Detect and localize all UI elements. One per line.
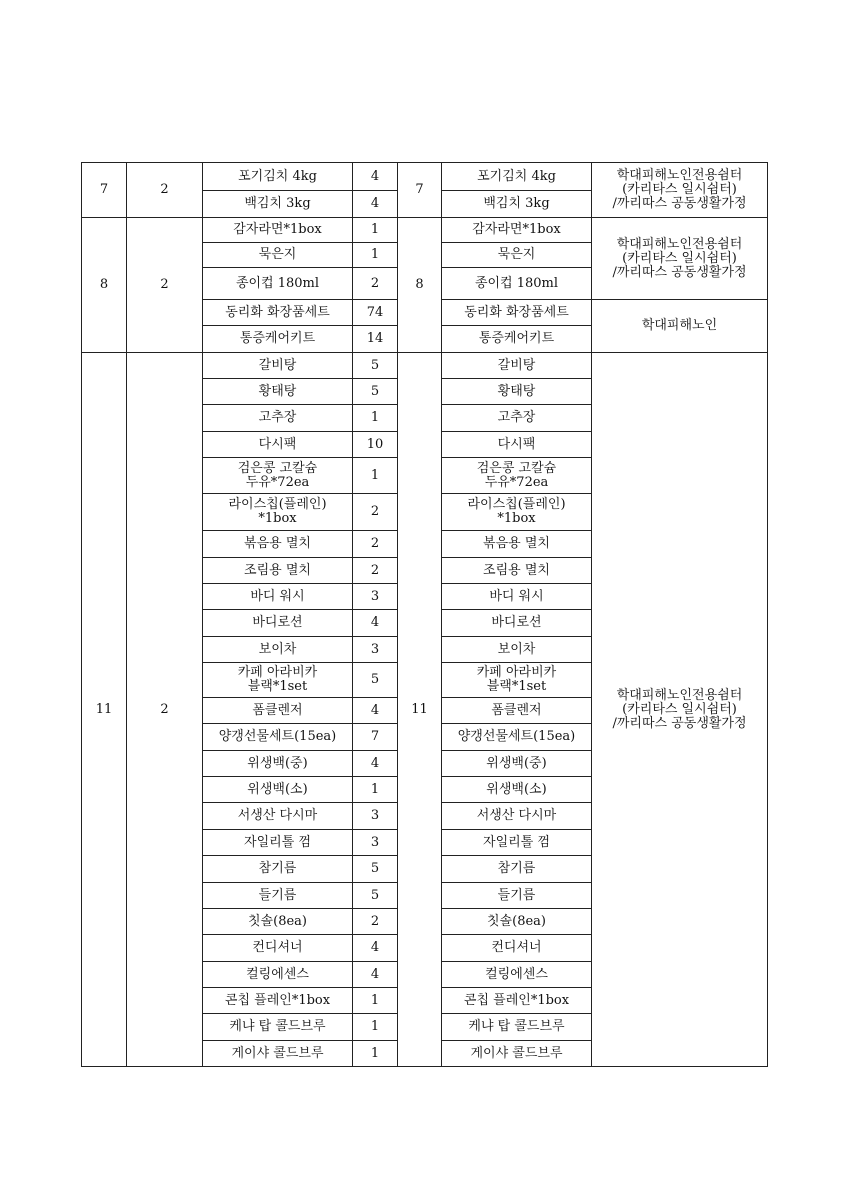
group-number-cell: 8	[82, 218, 127, 353]
group-count-cell: 2	[127, 163, 203, 218]
group-number-cell: 7	[82, 163, 127, 218]
item-name-cell: 위생백(중)	[203, 751, 353, 777]
item-name2-cell: 고추장	[442, 405, 592, 432]
item-qty-cell: 1	[353, 777, 398, 803]
item-name-cell: 백김치 3kg	[203, 191, 353, 218]
item-name2-cell: 서생산 다시마	[442, 803, 592, 830]
group-number-cell: 11	[82, 353, 127, 1067]
item-qty-cell: 4	[353, 698, 398, 724]
item-name2-cell: 컨디셔너	[442, 935, 592, 962]
item-name-cell: 묵은지	[203, 243, 353, 268]
item-qty-cell: 5	[353, 353, 398, 379]
item-name2-cell: 포기김치 4kg	[442, 163, 592, 191]
item-name-cell: 양갱선물세트(15ea)	[203, 724, 353, 751]
item-name2-cell: 바디 워시	[442, 584, 592, 610]
item-name2-cell: 양갱선물세트(15ea)	[442, 724, 592, 751]
item-qty-cell: 3	[353, 637, 398, 663]
item-name2-cell: 자일리톨 껌	[442, 830, 592, 856]
item-name2-cell: 게이샤 콜드브루	[442, 1041, 592, 1067]
item-name-cell: 자일리톨 껌	[203, 830, 353, 856]
item-name-cell: 서생산 다시마	[203, 803, 353, 830]
item-name2-cell: 갈비탕	[442, 353, 592, 379]
item-qty-cell: 2	[353, 531, 398, 558]
item-name-cell: 카페 아라비카 블랙*1set	[203, 663, 353, 698]
item-name-cell: 황태탕	[203, 379, 353, 405]
item-name-cell: 검은콩 고칼슘 두유*72ea	[203, 458, 353, 494]
item-name-cell: 동리화 화장품세트	[203, 300, 353, 326]
item-name-cell: 볶음용 멸치	[203, 531, 353, 558]
item-name2-cell: 묵은지	[442, 243, 592, 268]
group-number2-cell: 8	[398, 218, 442, 353]
item-name2-cell: 감자라면*1box	[442, 218, 592, 243]
item-name-cell: 통증케어키트	[203, 326, 353, 353]
item-name-cell: 포기김치 4kg	[203, 163, 353, 191]
item-name2-cell: 바디로션	[442, 610, 592, 637]
recipient-cell: 학대피해노인전용쉼터 (카리타스 일시쉼터) /까리따스 공동생활가정	[592, 353, 768, 1067]
item-qty-cell: 1	[353, 988, 398, 1014]
item-qty-cell: 2	[353, 558, 398, 584]
item-qty-cell: 2	[353, 909, 398, 935]
item-qty-cell: 4	[353, 935, 398, 962]
item-name2-cell: 들기름	[442, 883, 592, 909]
item-name2-cell: 통증케어키트	[442, 326, 592, 353]
item-name2-cell: 카페 아라비카 블랙*1set	[442, 663, 592, 698]
item-name2-cell: 컬링에센스	[442, 962, 592, 988]
item-name2-cell: 참기름	[442, 856, 592, 883]
recipient-cell: 학대피해노인전용쉼터 (카리타스 일시쉼터) /까리따스 공동생활가정	[592, 218, 768, 300]
group-number2-cell: 11	[398, 353, 442, 1067]
item-qty-cell: 1	[353, 1041, 398, 1067]
item-name2-cell: 검은콩 고칼슘 두유*72ea	[442, 458, 592, 494]
item-qty-cell: 4	[353, 751, 398, 777]
item-name2-cell: 폼클렌저	[442, 698, 592, 724]
item-name2-cell: 칫솔(8ea)	[442, 909, 592, 935]
item-name-cell: 참기름	[203, 856, 353, 883]
table-body	[82, 163, 768, 1067]
item-name-cell: 고추장	[203, 405, 353, 432]
item-name2-cell: 동리화 화장품세트	[442, 300, 592, 326]
item-name-cell: 바디로션	[203, 610, 353, 637]
item-name-cell: 감자라면*1box	[203, 218, 353, 243]
item-name-cell: 갈비탕	[203, 353, 353, 379]
item-qty-cell: 5	[353, 883, 398, 909]
item-name-cell: 위생백(소)	[203, 777, 353, 803]
item-qty-cell: 2	[353, 268, 398, 300]
item-qty-cell: 1	[353, 1014, 398, 1041]
item-qty-cell: 5	[353, 856, 398, 883]
item-qty-cell: 1	[353, 243, 398, 268]
group-count-cell: 2	[127, 353, 203, 1067]
item-name2-cell: 위생백(중)	[442, 751, 592, 777]
item-name-cell: 라이스칩(플레인) *1box	[203, 494, 353, 531]
item-name2-cell: 볶음용 멸치	[442, 531, 592, 558]
item-qty-cell: 3	[353, 803, 398, 830]
item-name-cell: 바디 워시	[203, 584, 353, 610]
item-qty-cell: 2	[353, 494, 398, 531]
item-name-cell: 케냐 탑 콜드브루	[203, 1014, 353, 1041]
recipient-cell: 학대피해노인	[592, 300, 768, 353]
item-qty-cell: 5	[353, 379, 398, 405]
item-qty-cell: 4	[353, 163, 398, 191]
item-qty-cell: 5	[353, 663, 398, 698]
group-count-cell: 2	[127, 218, 203, 353]
donation-table	[81, 162, 768, 1067]
item-qty-cell: 1	[353, 458, 398, 494]
table-row	[82, 218, 768, 243]
item-name-cell: 다시팩	[203, 432, 353, 458]
item-name-cell: 컨디셔너	[203, 935, 353, 962]
item-name-cell: 조림용 멸치	[203, 558, 353, 584]
item-name-cell: 콘칩 플레인*1box	[203, 988, 353, 1014]
item-name-cell: 들기름	[203, 883, 353, 909]
item-name2-cell: 라이스칩(플레인) *1box	[442, 494, 592, 531]
table-row	[82, 353, 768, 379]
item-qty-cell: 4	[353, 962, 398, 988]
item-name2-cell: 종이컵 180ml	[442, 268, 592, 300]
item-name2-cell: 백김치 3kg	[442, 191, 592, 218]
item-name2-cell: 조림용 멸치	[442, 558, 592, 584]
item-qty-cell: 4	[353, 191, 398, 218]
item-qty-cell: 14	[353, 326, 398, 353]
item-name-cell: 컬링에센스	[203, 962, 353, 988]
item-name-cell: 칫솔(8ea)	[203, 909, 353, 935]
item-qty-cell: 7	[353, 724, 398, 751]
item-name-cell: 종이컵 180ml	[203, 268, 353, 300]
item-name2-cell: 케냐 탑 콜드브루	[442, 1014, 592, 1041]
item-name-cell: 폼클렌저	[203, 698, 353, 724]
item-name2-cell: 다시팩	[442, 432, 592, 458]
group-number2-cell: 7	[398, 163, 442, 218]
item-name-cell: 보이차	[203, 637, 353, 663]
item-name2-cell: 보이차	[442, 637, 592, 663]
item-qty-cell: 1	[353, 218, 398, 243]
item-qty-cell: 3	[353, 830, 398, 856]
item-name2-cell: 황태탕	[442, 379, 592, 405]
recipient-cell: 학대피해노인전용쉼터 (카리타스 일시쉼터) /까리따스 공동생활가정	[592, 163, 768, 218]
table-row	[82, 163, 768, 191]
item-name2-cell: 콘칩 플레인*1box	[442, 988, 592, 1014]
item-qty-cell: 3	[353, 584, 398, 610]
item-qty-cell: 74	[353, 300, 398, 326]
item-qty-cell: 1	[353, 405, 398, 432]
item-qty-cell: 10	[353, 432, 398, 458]
item-qty-cell: 4	[353, 610, 398, 637]
item-name-cell: 게이샤 콜드브루	[203, 1041, 353, 1067]
item-name2-cell: 위생백(소)	[442, 777, 592, 803]
